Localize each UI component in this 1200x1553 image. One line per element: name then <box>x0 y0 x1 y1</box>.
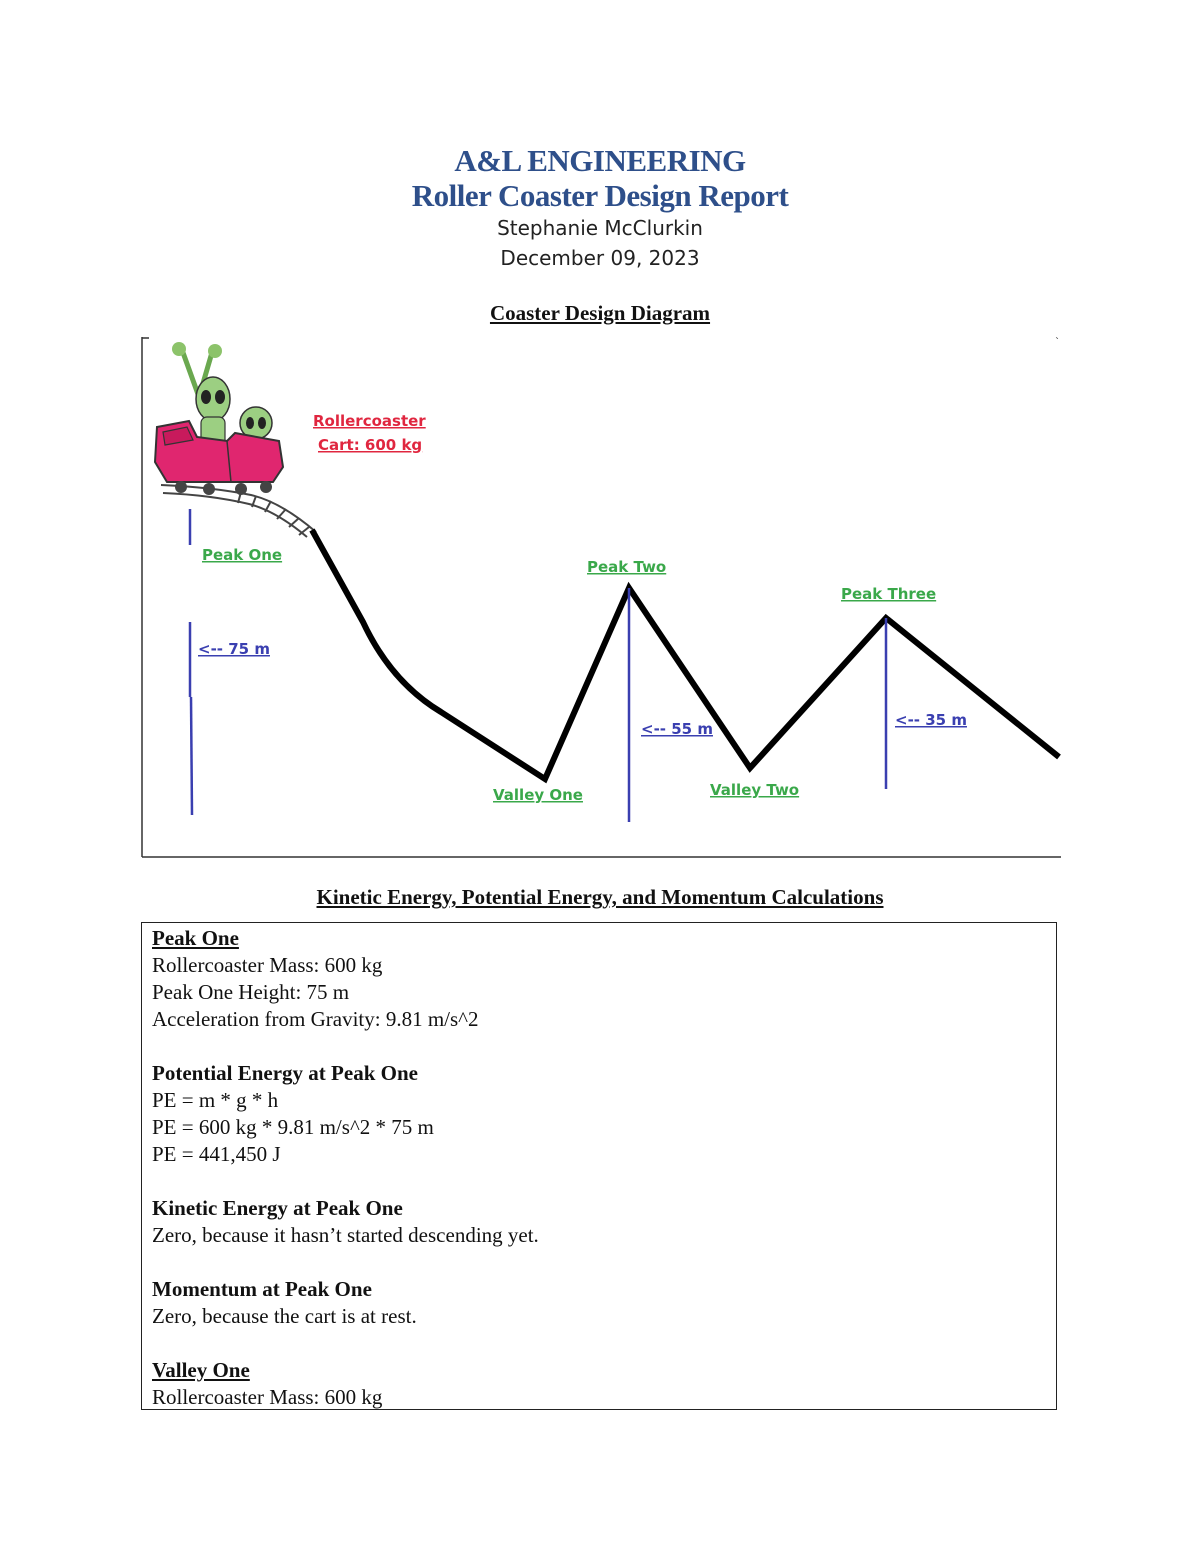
calc-section <box>152 1195 1056 1249</box>
coaster-track <box>312 530 1059 779</box>
calc-section <box>152 1060 1056 1168</box>
calc-section-heading: Potential Energy at Peak One <box>152 1061 418 1085</box>
calc-line: PE = m * g * h <box>152 1088 279 1112</box>
cart-label-line2: Cart: 600 kg <box>318 436 423 454</box>
label-peak-two: Peak Two <box>587 558 667 576</box>
height-line-peak-one-c <box>191 697 192 815</box>
report-title: Roller Coaster Design Report <box>411 178 789 213</box>
label-peak-one: Peak One <box>202 546 283 564</box>
calc-section-heading: Momentum at Peak One <box>152 1277 372 1301</box>
label-valley-two: Valley Two <box>710 781 800 799</box>
corner-mark: ` <box>1055 337 1060 348</box>
cart-label-line1: Rollercoaster <box>313 412 426 430</box>
coaster-diagram <box>141 337 1061 858</box>
calc-section-heading: Kinetic Energy at Peak One <box>152 1196 403 1220</box>
calc-line: Acceleration from Gravity: 9.81 m/s^2 <box>152 1007 479 1031</box>
report-date: December 09, 2023 <box>500 246 700 270</box>
calc-section <box>152 925 1056 1033</box>
calculations-box <box>141 922 1057 1410</box>
calculations-content <box>142 923 1056 1410</box>
company-name: A&L ENGINEERING <box>454 143 746 178</box>
label-height-peak-two: <-- 55 m <box>641 720 713 738</box>
calc-section-heading: Peak One <box>152 926 239 950</box>
calc-line: Peak One Height: 75 m <box>152 980 350 1004</box>
diagram-title: Coaster Design Diagram <box>489 301 711 325</box>
calc-line: PE = 600 kg * 9.81 m/s^2 * 75 m <box>152 1115 434 1139</box>
rollercoaster-cart-illustration <box>155 342 283 495</box>
label-height-peak-three: <-- 35 m <box>895 711 967 729</box>
calculations-title: Kinetic Energy, Potential Energy, and Momentum Calculations <box>316 885 884 909</box>
calc-section <box>152 1276 1056 1330</box>
calc-line: Rollercoaster Mass: 600 kg <box>152 953 383 977</box>
alien-head <box>196 377 230 421</box>
calc-section-heading: Valley One <box>152 1358 250 1382</box>
label-height-peak-one: <-- 75 m <box>198 640 270 658</box>
calc-line: PE = 441,450 J <box>152 1142 281 1166</box>
label-valley-one: Valley One <box>493 786 583 804</box>
author-name: Stephanie McClurkin <box>497 216 703 240</box>
calc-line: Zero, because it hasn’t started descending yet. <box>152 1223 539 1247</box>
calc-line: Zero, because the cart is at rest. <box>152 1304 417 1328</box>
label-peak-three: Peak Three <box>841 585 937 603</box>
calc-section <box>152 1357 1056 1410</box>
calc-line: Rollercoaster Mass: 600 kg <box>152 1385 383 1409</box>
